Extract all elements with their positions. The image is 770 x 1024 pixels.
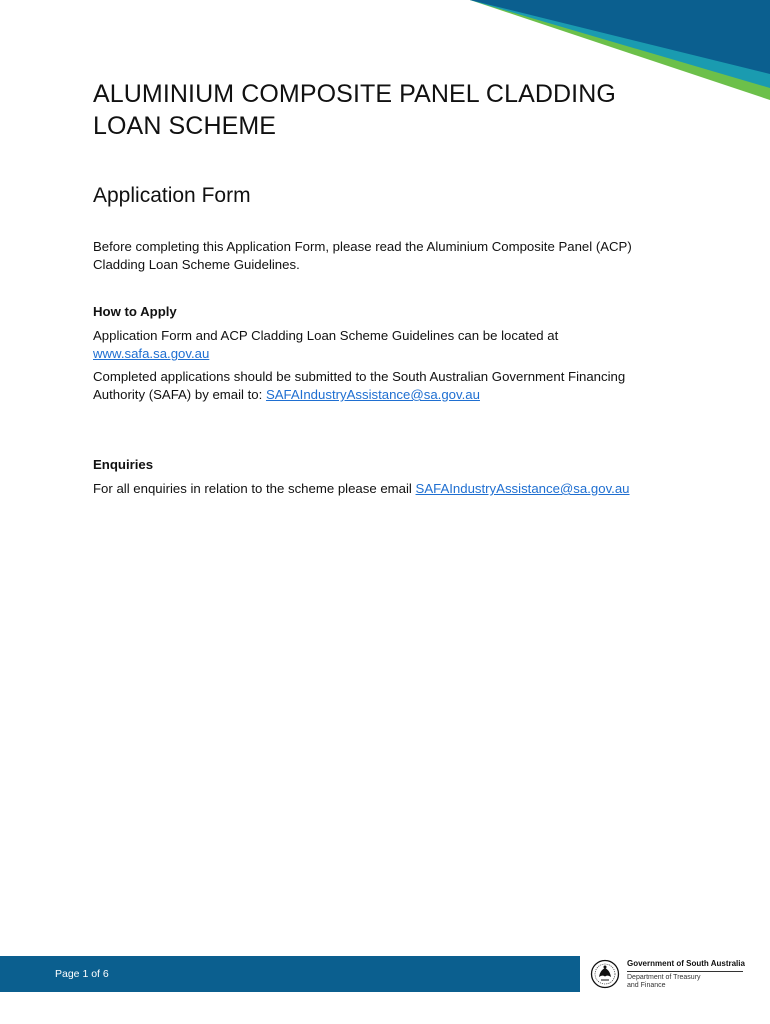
guidelines-location-text: Application Form and ACP Cladding Loan Scheme Guidelines can be located at: [93, 328, 559, 343]
how-to-apply-heading: How to Apply: [93, 304, 177, 319]
document-title-line-1: ALUMINIUM COMPOSITE PANEL CLADDING: [93, 80, 616, 108]
submission-email-link[interactable]: SAFAIndustryAssistance@sa.gov.au: [265, 387, 480, 402]
enquiries-paragraph: [93, 480, 693, 498]
safa-website-link[interactable]: www.safa.sa.gov.au: [93, 346, 210, 361]
enquiries-email-link[interactable]: SAFAIndustryAssistance@sa.gov.au: [415, 481, 630, 496]
document-title-line-2: LOAN SCHEME: [93, 112, 277, 140]
logo-divider: [627, 971, 743, 972]
enquiries-heading: Enquiries: [93, 457, 154, 472]
government-logo: [588, 956, 758, 992]
guidelines-location-paragraph: [93, 327, 693, 363]
submission-prefix: Authority (SAFA) by email to:: [93, 387, 266, 402]
document-subtitle: Application Form: [93, 184, 251, 207]
intro-paragraph: [93, 238, 693, 274]
state-crest-icon: [590, 959, 620, 989]
department-line-2: and Finance: [627, 982, 666, 989]
submission-line-1: Completed applications should be submitted to the South Australian Government Financing: [93, 369, 626, 384]
submission-paragraph: [93, 368, 693, 404]
intro-line-1: Before completing this Application Form, please read the Aluminium Composite Panel (ACP): [93, 239, 632, 254]
document-title: [93, 78, 693, 142]
intro-line-2: Cladding Loan Scheme Guidelines.: [93, 257, 300, 272]
enquiries-text: For all enquiries in relation to the scheme please email: [93, 481, 416, 496]
department-line-1: Department of Treasury: [627, 974, 701, 981]
government-name: Government of South Australia: [627, 959, 745, 968]
footer-bar: [0, 956, 580, 992]
page-number: Page 1 of 6: [55, 968, 109, 980]
